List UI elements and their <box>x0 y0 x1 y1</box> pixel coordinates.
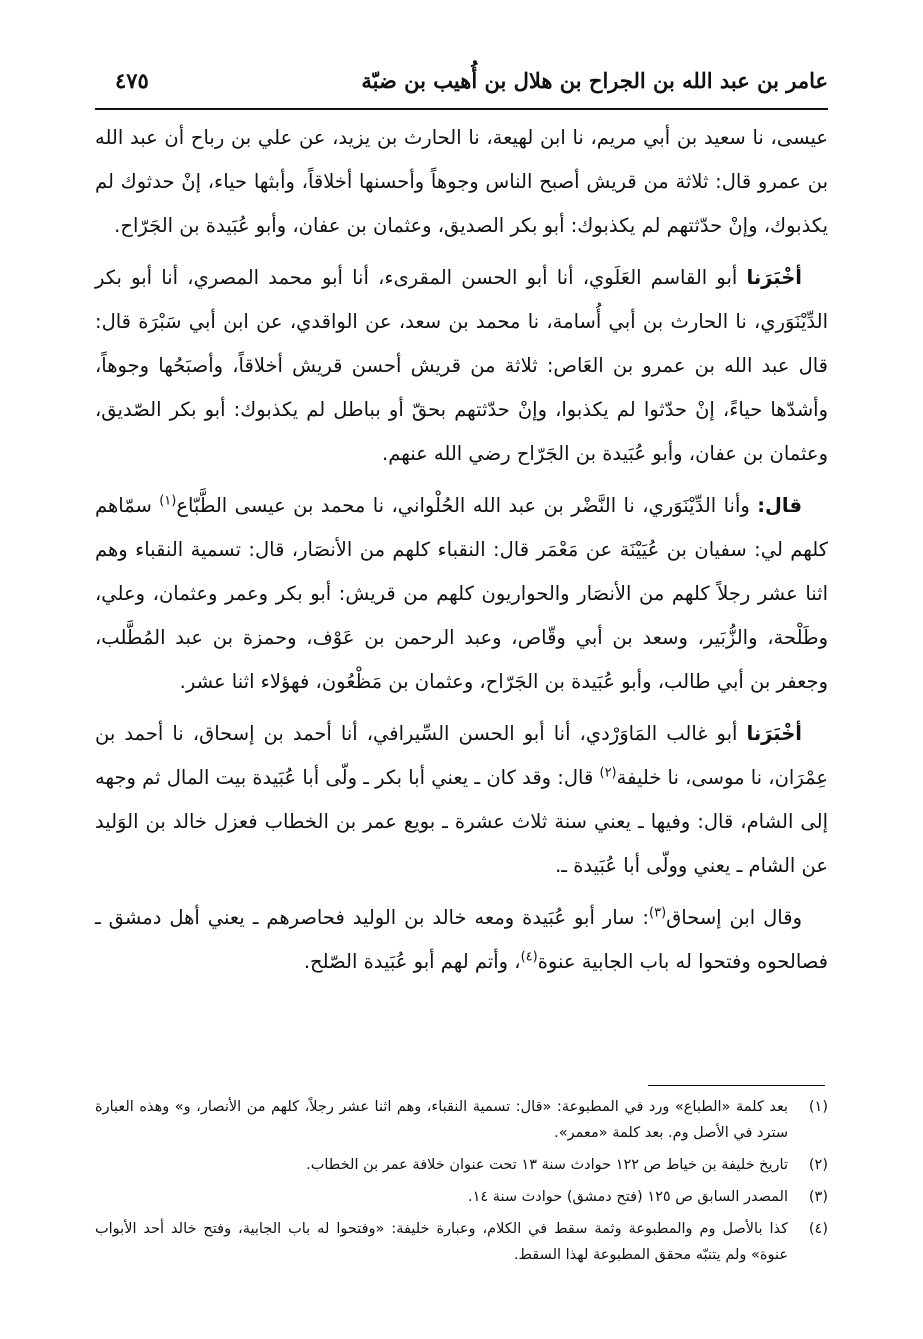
paragraph-3-text-b: سمّاهم كلهم لي: سفيان بن عُيَيْنَة عن مَعْمَر قال: النقباء كلهم من الأنصَار، قال: تسمية النقباء وهم اثنا عشر رجلاً كلهم من الأنصَار والحواريون كلهم من قريش: أبو بكر وعمر وعثمان، وعلي، وطَلْحة، والزُّبَير، وسعد بن أبي وقّاص، وعبد الرحمن بن عَوْف، وحمزة بن عبد المُطَّلب، وجعفر بن أبي طالب، وأبو عُبَيدة بن الجَرّاح، وعثمان بن مَظْعُون، فهؤلاء اثنا عشر. <box>95 494 828 693</box>
footnotes <box>95 1094 828 1274</box>
footnote-2-text: تاريخ خليفة بن خياط ص ١٢٢ حوادث سنة ١٣ تحت عنوان خلافة عمر بن الخطاب. <box>306 1157 788 1173</box>
footnote-4 <box>95 1216 828 1268</box>
footnote-1-text: بعد كلمة «الطباع» ورد في المطبوعة: «قال: تسمية النقباء، وهم اثنا عشر رجلاً، كلهم من الأنصار، و» وهذه العبارة سترد في الأصل وم. بعد كلمة «معمر». <box>95 1099 788 1141</box>
page-header <box>95 62 828 110</box>
paragraph-5-text-b: : سار أبو عُبَيدة ومعه خالد بن الوليد فحاصرهم ـ يعني أهل دمشق ـ فصالحوه وفتحوا له باب الجابية عنوة <box>95 906 828 973</box>
footnote-2 <box>95 1152 828 1178</box>
paragraph-3-lead: قال: <box>757 494 803 517</box>
paragraph-5 <box>95 896 828 984</box>
footnote-divider <box>648 1085 825 1086</box>
footnote-marker-3: (٣) <box>649 905 667 921</box>
paragraph-2-lead: أخْبَرَنا <box>746 266 802 289</box>
paragraph-5-text-a: وقال ابن إسحاق <box>666 906 802 929</box>
footnote-marker-1: (١) <box>159 493 177 509</box>
paragraph-5-text-c: ، وأتم لهم أبو عُبَيدة الصّلح. <box>303 950 521 973</box>
paragraph-3 <box>95 484 828 704</box>
paragraph-4-lead: أخْبَرَنا <box>746 722 802 745</box>
paragraph-2 <box>95 256 828 476</box>
paragraph-2-text: أبو القاسم العَلَوي، أنا أبو الحسن المقرىء، أنا أبو محمد المصري، أنا أبو بكر الدِّيْنَوَري، نا الحارث بن أبي أُسامة، نا محمد بن سعد، عن الواقدي، عن ابن أبي سَبْرَة قال: قال عبد الله بن عمرو بن العَاص: ثلاثة من قريش أحسن قريش أخلاقاً، وأصبَحُها وجوهاً، وأشدّها حياءً، إنْ حدّثوا لم يكذبوا، وإنْ حدّثتهم بحقّ أو بباطل لم يكذبوك: أبو بكر الصّديق، وعثمان بن عفان، وأبو عُبَيدة بن الجَرّاح رضي الله عنهم. <box>95 266 828 465</box>
paragraph-1-text: عيسى، نا سعيد بن أبي مريم، نا ابن لهيعة، نا الحارث بن يزيد، عن علي بن رباح أن عبد الله بن عمرو قال: ثلاثة من قريش أصبح الناس وجوهاً وأحسنها أخلاقاً، وأبثها حياء، إنْ حدثوك لم يكذبوك، وإنْ حدّثتهم لم يكذبوك: أبو بكر الصديق، وعثمان بن عفان، وأبو عُبَيدة بن الجَرّاح. <box>95 126 828 237</box>
footnote-3-text: المصدر السابق ص ١٢٥ (فتح دمشق) حوادث سنة ١٤. <box>467 1189 788 1205</box>
footnote-4-text: كذا بالأصل وم والمطبوعة وثمة سقط في الكلام، وعبارة خليفة: «وفتحوا له باب الجابية، وفتح خالد أحد الأبواب عنوة» ولم يتنبّه محقق المطبوعة لهذا السقط. <box>95 1221 788 1263</box>
footnote-2-number: (٢) <box>808 1157 828 1173</box>
paragraph-4 <box>95 712 828 888</box>
footnote-marker-2: (٢) <box>599 765 617 781</box>
running-title: عامر بن عبد الله بن الجراح بن هلال بن أُهيب بن ضبّة <box>361 68 828 93</box>
footnote-3-number: (٣) <box>808 1189 828 1205</box>
footnote-marker-4: (٤) <box>520 949 538 965</box>
footnote-4-number: (٤) <box>808 1221 828 1237</box>
main-text <box>95 116 828 992</box>
footnote-3 <box>95 1184 828 1210</box>
footnote-1 <box>95 1094 828 1146</box>
footnote-1-number: (١) <box>808 1099 828 1115</box>
paragraph-1 <box>95 116 828 248</box>
page-number: ٤٧٥ <box>115 68 149 93</box>
paragraph-4-text-b: قال: وقد كان ـ يعني أبا بكر ـ ولّى أبا عُبَيدة بيت المال ثم وجهه إلى الشام، قال: وفيها ـ يعني سنة ثلاث عشرة ـ بويع عمر بن الخطاب فعزل خالد بن الوَليد عن الشام ـ يعني وولّى أبا عُبَيدة ـ. <box>95 766 828 877</box>
paragraph-4-text-a: أبو غالب المَاوَرْدي، أنا أبو الحسن السِّيرافي، أنا أحمد بن إسحاق، نا أحمد بن عِمْرَان، نا موسى، نا خليفة <box>95 722 828 789</box>
paragraph-3-text-a: وأنا الدِّيْنَوَري، نا النَّضْر بن عبد الله الحُلْواني، نا محمد بن عيسى الطَّبّاع <box>176 494 758 517</box>
